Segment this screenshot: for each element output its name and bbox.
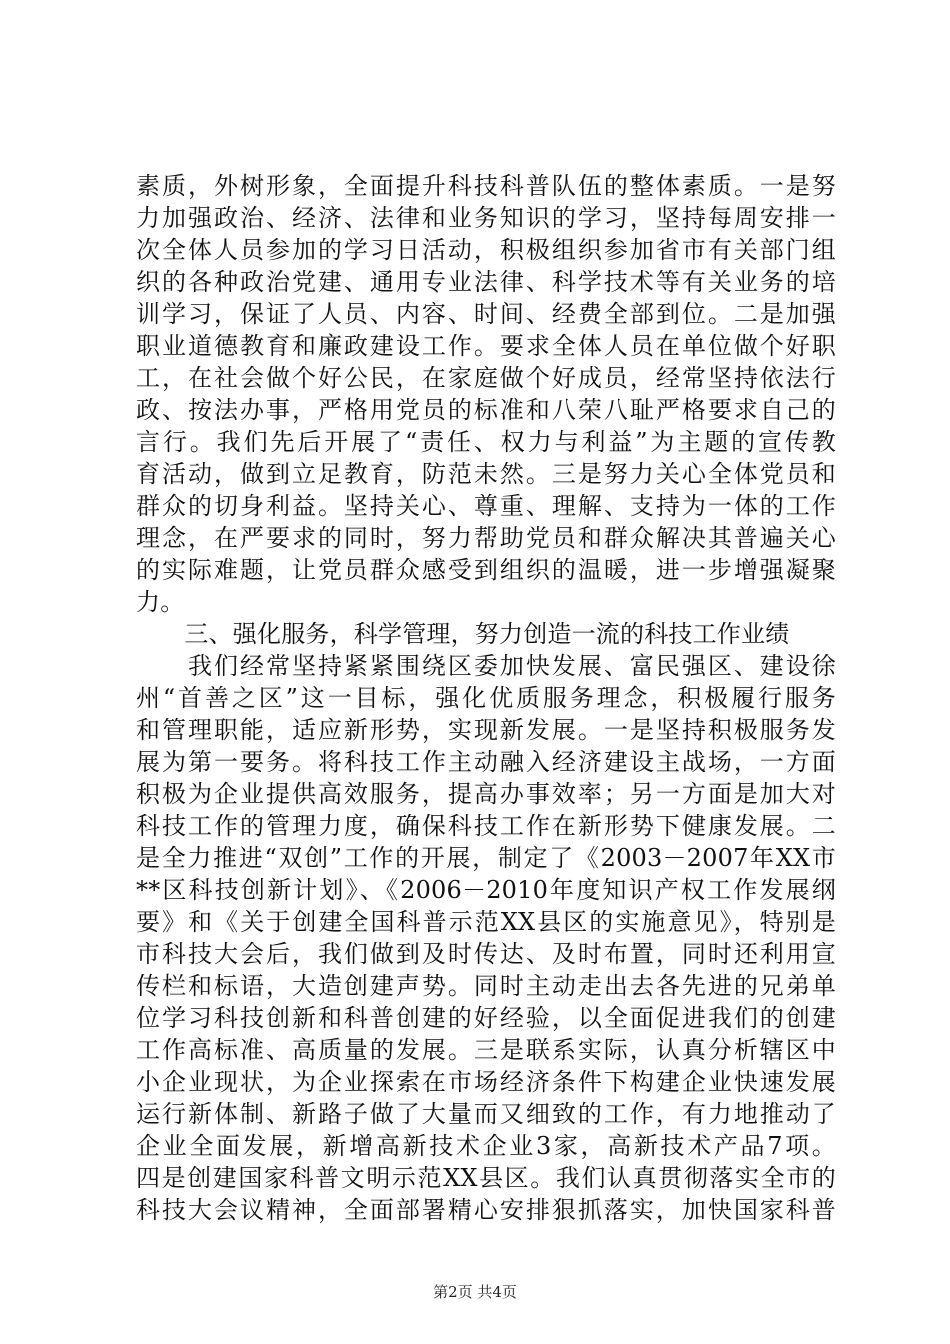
text-line: 市科技大会后，我们做到及时传达、及时布置，同时还利用宣 (136, 940, 836, 968)
text-line: 工作高标准、高质量的发展。三是联系实际，认真分析辖区中 (136, 1036, 836, 1064)
page-number-footer: 第2页 共4页 (433, 1283, 517, 1301)
text-line: 和管理职能，适应新形势，实现新发展。一是坚持积极服务发 (136, 716, 836, 744)
text-line: 位学习科技创新和科普创建的好经验，以全面促进我们的创建 (136, 1004, 836, 1032)
text-line: 科技大会议精神，全面部署精心安排狠抓落实，加快国家科普 (136, 1196, 836, 1224)
text-line: 科技工作的管理力度，确保科技工作在新形势下健康发展。二 (136, 812, 836, 840)
section-heading: 三、强化服务，科学管理，努力创造一流的科技工作业绩 (136, 620, 790, 648)
text-line: 言行。我们先后开展了“责任、权力与利益”为主题的宣传教 (136, 428, 836, 456)
text-line: 小企业现状，为企业探索在市场经济条件下构建企业快速发展 (136, 1068, 836, 1096)
text-line: 运行新体制、新路子做了大量而又细致的工作，有力地推动了 (136, 1100, 836, 1128)
text-line: 传栏和标语，大造创建声势。同时主动走出去各先进的兄弟单 (136, 972, 836, 1000)
text-line: 四是创建国家科普文明示范XX县区。我们认真贯彻落实全市的 (136, 1164, 836, 1192)
text-line: 力。 (136, 588, 185, 616)
text-line: 育活动，做到立足教育，防范未然。三是努力关心全体党员和 (136, 460, 836, 488)
text-line: 训学习，保证了人员、内容、时间、经费全部到位。二是加强 (136, 300, 836, 328)
text-line: 的实际难题，让党员群众感受到组织的温暖，进一步增强凝聚 (136, 556, 836, 584)
text-line: 力加强政治、经济、法律和业务知识的学习，坚持每周安排一 (136, 204, 836, 232)
text-line: 要》和《关于创建全国科普示范XX县区的实施意见》，特别是 (136, 908, 836, 936)
text-line: 次全体人员参加的学习日活动，积极组织参加省市有关部门组 (136, 236, 836, 264)
text-line: 企业全面发展，新增高新技术企业3家，高新技术产品7项。 (136, 1132, 836, 1160)
text-line: 理念，在严要求的同时，努力帮助党员和群众解决其普遍关心 (136, 524, 836, 552)
text-line: 是全力推进“双创”工作的开展，制定了《2003－2007年XX市 (136, 844, 836, 872)
text-line: 积极为企业提供高效服务，提高办事效率；另一方面是加大对 (136, 780, 836, 808)
text-line: 工，在社会做个好公民，在家庭做个好成员，经常坚持依法行 (136, 364, 836, 392)
text-line: 政、按法办事，严格用党员的标准和八荣八耻严格要求自己的 (136, 396, 836, 424)
text-line: **区科技创新计划》、《2006－2010年度知识产权工作发展纲 (136, 876, 836, 904)
text-line: 我们经常坚持紧紧围绕区委加快发展、富民强区、建设徐 (136, 652, 836, 680)
text-line: 素质，外树形象，全面提升科技科普队伍的整体素质。一是努 (136, 172, 836, 200)
text-line: 州“首善之区”这一目标，强化优质服务理念，积极履行服务 (136, 684, 836, 712)
text-line: 展为第一要务。将科技工作主动融入经济建设主战场，一方面 (136, 748, 836, 776)
document-body (136, 170, 836, 1226)
text-line: 职业道德教育和廉政建设工作。要求全体人员在单位做个好职 (136, 332, 836, 360)
text-line: 群众的切身利益。坚持关心、尊重、理解、支持为一体的工作 (136, 492, 836, 520)
text-line: 织的各种政治党建、通用专业法律、科学技术等有关业务的培 (136, 268, 836, 296)
